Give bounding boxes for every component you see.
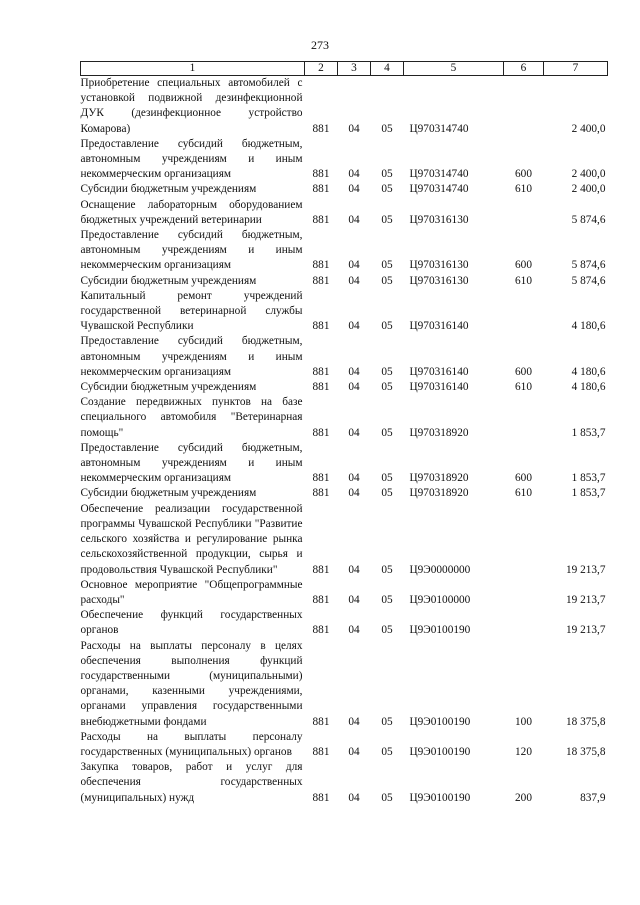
row-col-5: Ц9Э0100000 [409,593,471,606]
table-row [81,486,608,501]
row-col-2: 881 [312,274,330,287]
row-col-2: 881 [312,213,330,226]
row-col-2: 881 [312,259,330,272]
row-col-5: Ц970314740 [409,183,469,196]
row-col-3: 04 [348,381,360,394]
table-body [81,76,608,806]
row-name: Обеспечение реализации государственной программы Чувашской Республики "Развитие сельского хозяйства и регулирование рынка сельскохозяйственной продукции, сырья и продовольствия Чувашской Республики" [80,502,303,576]
row-name: Обеспечение функций государственных органов [80,609,303,637]
row-col-6: 100 [515,715,532,728]
row-col-6: 600 [515,365,532,378]
row-col-4: 05 [381,563,393,576]
row-col-5: Ц970316130 [409,259,469,272]
row-col-3: 04 [348,487,360,500]
row-col-5: Ц9Э0100190 [409,624,471,637]
row-col-7: 2 400,0 [571,168,606,181]
page-number: 273 [311,38,329,52]
row-col-5: Ц970316130 [409,213,469,226]
row-col-7: 5 874,6 [571,274,606,287]
row-col-4: 05 [381,168,393,181]
row-col-6: 610 [515,183,532,196]
table-row [81,334,608,380]
row-name: Расходы на выплаты персоналу государственных (муниципальных) органов [80,730,303,758]
row-col-4: 05 [381,715,393,728]
table-row [81,76,608,137]
header-col-1: 1 [81,62,305,76]
table-row [81,380,608,395]
row-col-7: 1 853,7 [571,487,606,500]
row-col-5: Ц970316130 [409,274,469,287]
row-col-5: Ц9Э0100190 [409,791,471,804]
row-col-3: 04 [348,563,360,576]
row-name: Субсидии бюджетным учреждениям [80,183,257,196]
row-col-2: 881 [312,487,330,500]
header-col-3: 3 [338,62,371,76]
row-col-7: 837,9 [580,791,606,804]
row-col-5: Ц970318920 [409,487,469,500]
table-row [81,730,608,760]
table-row [81,578,608,608]
table-row [81,182,608,197]
row-col-2: 881 [312,624,330,637]
row-col-7: 2 400,0 [571,183,606,196]
row-col-4: 05 [381,183,393,196]
row-col-7: 18 375,8 [565,715,606,728]
row-col-6 [504,76,544,137]
row-col-5: Ц970318920 [409,472,469,485]
row-col-5: Ц970316140 [409,320,469,333]
table-row [81,289,608,335]
row-col-7: 1 853,7 [571,472,606,485]
row-col-4: 05 [381,365,393,378]
row-name: Субсидии бюджетным учреждениям [80,274,257,287]
row-name: Приобретение специальных автомобилей с установкой подвижной дезинфекционной ДУК (дезинфекционное устройство Комарова) [80,77,303,135]
row-col-5: Ц970316140 [409,365,469,378]
row-name: Предоставление субсидий бюджетным, автономным учреждениям и иным некоммерческим организациям [80,137,303,181]
table-row [81,198,608,228]
row-col-2: 881 [312,426,330,439]
row-name: Предоставление субсидий бюджетным, автономным учреждениям и иным некоммерческим организациям [80,229,303,272]
row-col-6: 200 [515,791,532,804]
row-col-6: 610 [515,274,532,287]
row-col-6 [504,395,544,441]
row-col-7: 18 375,8 [565,745,606,758]
row-col-6: 120 [515,745,532,758]
row-col-2: 881 [312,593,330,606]
row-col-2: 881 [312,381,330,394]
table-row [81,137,608,183]
row-col-3: 04 [348,183,360,196]
row-col-4: 05 [381,472,393,485]
header-col-6: 6 [504,62,544,76]
row-col-7: 19 213,7 [565,563,606,576]
row-col-4: 05 [381,320,393,333]
row-col-4: 05 [381,487,393,500]
row-col-6 [504,578,544,608]
row-col-7: 5 874,6 [571,213,606,226]
header-col-4: 4 [371,62,404,76]
budget-table [80,61,608,806]
table-header [81,62,608,76]
row-col-7: 19 213,7 [565,624,606,637]
row-col-3: 04 [348,791,360,804]
row-name: Капитальный ремонт учреждений государственной ветеринарной службы Чувашской Республики [80,289,303,333]
row-col-4: 05 [381,381,393,394]
row-name: Расходы на выплаты персоналу в целях обеспечения выполнения функций государственными (муниципальными) органами, казенными учреждениями, органами управления государственными внебюджетными фондами [80,639,303,728]
header-col-7: 7 [544,62,608,76]
row-name: Основное мероприятие "Общепрограммные расходы" [80,578,303,606]
row-col-7: 2 400,0 [571,122,606,135]
row-name: Оснащение лабораторным оборудованием бюджетных учреждений ветеринарии [80,198,303,226]
table-row [81,228,608,274]
row-col-3: 04 [348,426,360,439]
row-col-7: 5 874,6 [571,259,606,272]
row-col-7: 4 180,6 [571,381,606,394]
row-name: Закупка товаров, работ и услуг для обеспечения государственных (муниципальных) нужд [80,761,303,804]
row-col-2: 881 [312,122,330,135]
row-name: Создание передвижных пунктов на базе специального автомобиля "Ветеринарная помощь" [80,396,303,439]
row-col-3: 04 [348,365,360,378]
row-col-2: 881 [312,365,330,378]
row-col-3: 04 [348,213,360,226]
row-col-6 [504,198,544,228]
table-row [81,274,608,289]
row-col-6: 610 [515,381,532,394]
row-col-4: 05 [381,122,393,135]
row-col-3: 04 [348,624,360,637]
row-col-3: 04 [348,259,360,272]
row-col-5: Ц9Э0100190 [409,745,471,758]
row-col-4: 05 [381,745,393,758]
header-col-2: 2 [305,62,338,76]
row-col-7: 19 213,7 [565,593,606,606]
row-col-6: 600 [515,472,532,485]
table-row [81,639,608,730]
row-col-2: 881 [312,563,330,576]
row-col-3: 04 [348,320,360,333]
row-col-2: 881 [312,320,330,333]
header-col-5: 5 [404,62,504,76]
row-col-7: 4 180,6 [571,365,606,378]
table-row [81,608,608,638]
row-col-2: 881 [312,168,330,181]
row-col-3: 04 [348,593,360,606]
row-col-5: Ц9Э0000000 [409,563,471,576]
row-col-4: 05 [381,213,393,226]
row-col-4: 05 [381,593,393,606]
row-name: Предоставление субсидий бюджетным, автономным учреждениям и иным некоммерческим организациям [80,335,303,378]
row-col-3: 04 [348,472,360,485]
row-col-2: 881 [312,715,330,728]
table-row [81,395,608,441]
row-col-5: Ц970314740 [409,122,469,135]
row-col-6 [504,608,544,638]
row-col-4: 05 [381,791,393,804]
table-row [81,502,608,578]
row-col-3: 04 [348,168,360,181]
row-col-3: 04 [348,745,360,758]
row-col-5: Ц970318920 [409,426,469,439]
row-name: Субсидии бюджетным учреждениям [80,487,257,500]
row-col-2: 881 [312,472,330,485]
row-col-3: 04 [348,122,360,135]
row-col-5: Ц9Э0100190 [409,715,471,728]
row-col-4: 05 [381,426,393,439]
row-col-4: 05 [381,259,393,272]
row-col-4: 05 [381,624,393,637]
row-col-6: 610 [515,487,532,500]
table-row [81,760,608,806]
row-col-3: 04 [348,715,360,728]
row-col-7: 1 853,7 [571,426,606,439]
row-name: Предоставление субсидий бюджетным, автономным учреждениям и иным некоммерческим организациям [80,441,303,485]
row-col-6 [504,289,544,335]
row-col-2: 881 [312,183,330,196]
row-col-4: 05 [381,274,393,287]
row-col-5: Ц970314740 [409,168,469,181]
row-col-2: 881 [312,791,330,804]
row-col-3: 04 [348,274,360,287]
row-col-6 [504,502,544,578]
table-row [81,441,608,487]
row-name: Субсидии бюджетным учреждениям [80,381,257,394]
row-col-5: Ц970316140 [409,381,469,394]
row-col-6: 600 [515,168,532,181]
row-col-2: 881 [312,745,330,758]
row-col-7: 4 180,6 [571,320,606,333]
row-col-6: 600 [515,259,532,272]
